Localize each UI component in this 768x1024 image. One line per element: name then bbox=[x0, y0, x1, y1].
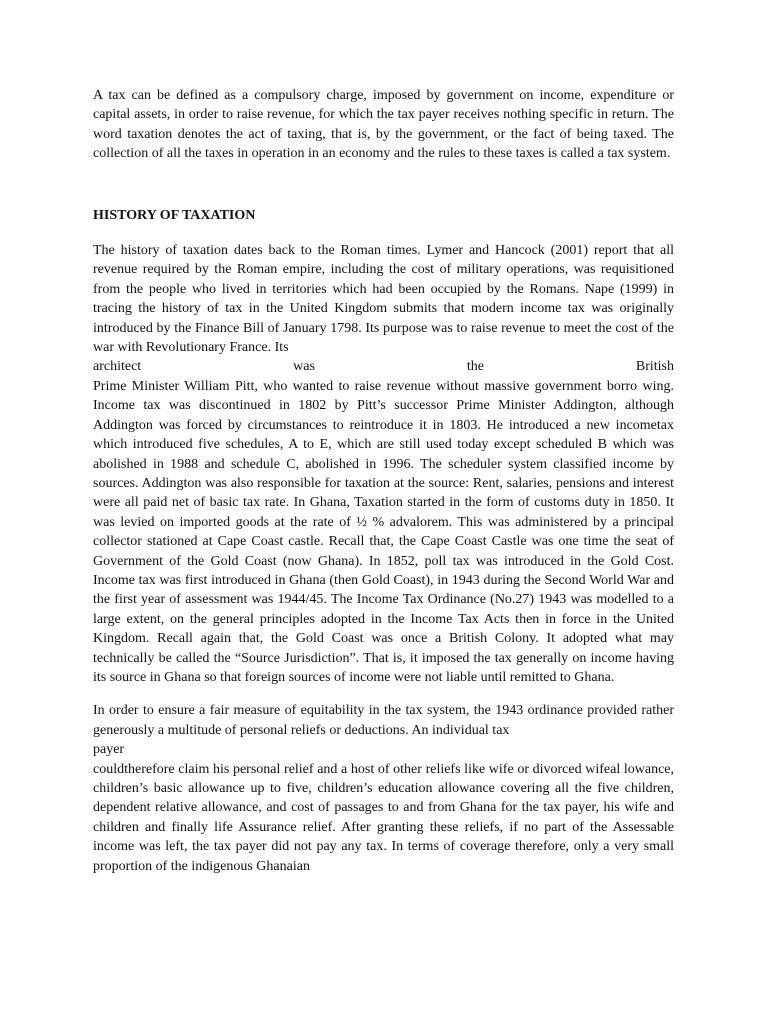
history-text-part3: Prime Minister William Pitt, who wanted to raise revenue without massive government borro wing. Income tax was discontinued in 1802 by Pitt’s successor Prime Minister Addington, although Addington was forced by circumstances to reintroduce it in 1803. He introduced a new incometax which introduced five schedules, A to E, which are still used today except scheduled B which was abolished in 1988 and schedule C, abolished in 1996. The scheduler system classified income by sources. Addington was also responsible for taxation at the source: Rent, salaries, pensions and interest were all paid net of basic tax rate. In Ghana, Taxation started in the form of customs duty in 1850. It was levied on imported goods at the rate of ½ % advalorem. This was administered by a principal collector stationed at Cape Coast castle. Recall that, the Cape Coast Castle was one time the seat of Government of the Gold Coast (now Ghana). In 1852, poll tax was introduced in the Gold Cost. Income tax was first introduced in Ghana (then Gold Coast), in 1943 during the Second World War and the first year of assessment was 1944/45. The Income Tax Ordinance (No.27) 1943 was modelled to a large extent, on the general principles adopted in the Income Tax Acts then in force in the United Kingdom. Recall again that, the Gold Coast was once a British Colony. It adopted what may technically be called the “Source Jurisdiction”. That is, it imposed the tax generally on income having its source in Ghana so that foreign sources of income were not liable until remitted to Ghana. bbox=[93, 378, 674, 685]
equity-text-part2: payer bbox=[93, 742, 125, 758]
equity-paragraph bbox=[93, 701, 674, 876]
intro-paragraph: A tax can be defined as a compulsory charge, imposed by government on income, expenditure or capital assets, in order to raise revenue, for which the tax payer receives nothing specific in return. The word taxation denotes the act of taxing, that is, by the government, or the fact of being taxed. The collection of all the taxes in operation in an economy and the rules to these taxes is called a tax system. bbox=[93, 88, 674, 162]
equity-text-part1: In order to ensure a fair measure of equitability in the tax system, the 1943 ordinance provided rather generously a multitude of personal reliefs or deductions. An individual tax bbox=[93, 703, 674, 738]
equity-text-part3: couldtherefore claim his personal relief and a host of other reliefs like wife or divorced wifeal lowance, children’s basic allowance up to five, children’s education allowance covering all the five children, dependent relative allowance, and cost of passages to and from Ghana for the tax payer, his wife and children and finally life Assurance relief. After granting these reliefs, if no part of the Assessable income was left, the tax payer did not pay any tax. In terms of coverage therefore, only a very small proportion of the indigenous Ghanaian bbox=[93, 761, 674, 874]
history-paragraph bbox=[93, 241, 674, 687]
section-heading: HISTORY OF TAXATION bbox=[93, 207, 256, 223]
history-text-part2: architect was the British bbox=[93, 359, 674, 375]
document-page bbox=[93, 86, 674, 876]
history-text-part1: The history of taxation dates back to the Roman times. Lymer and Hancock (2001) report that all revenue required by the Roman empire, including the cost of military operations, was requisitioned from the people who lived in territories which had been occupied by the Romans. Nape (1999) in tracing the history of tax in the United Kingdom submits that modern income tax was originally introduced by the Finance Bill of January 1798. Its purpose was to raise revenue to meet the cost of the war with Revolutionary France. Its bbox=[93, 243, 674, 356]
